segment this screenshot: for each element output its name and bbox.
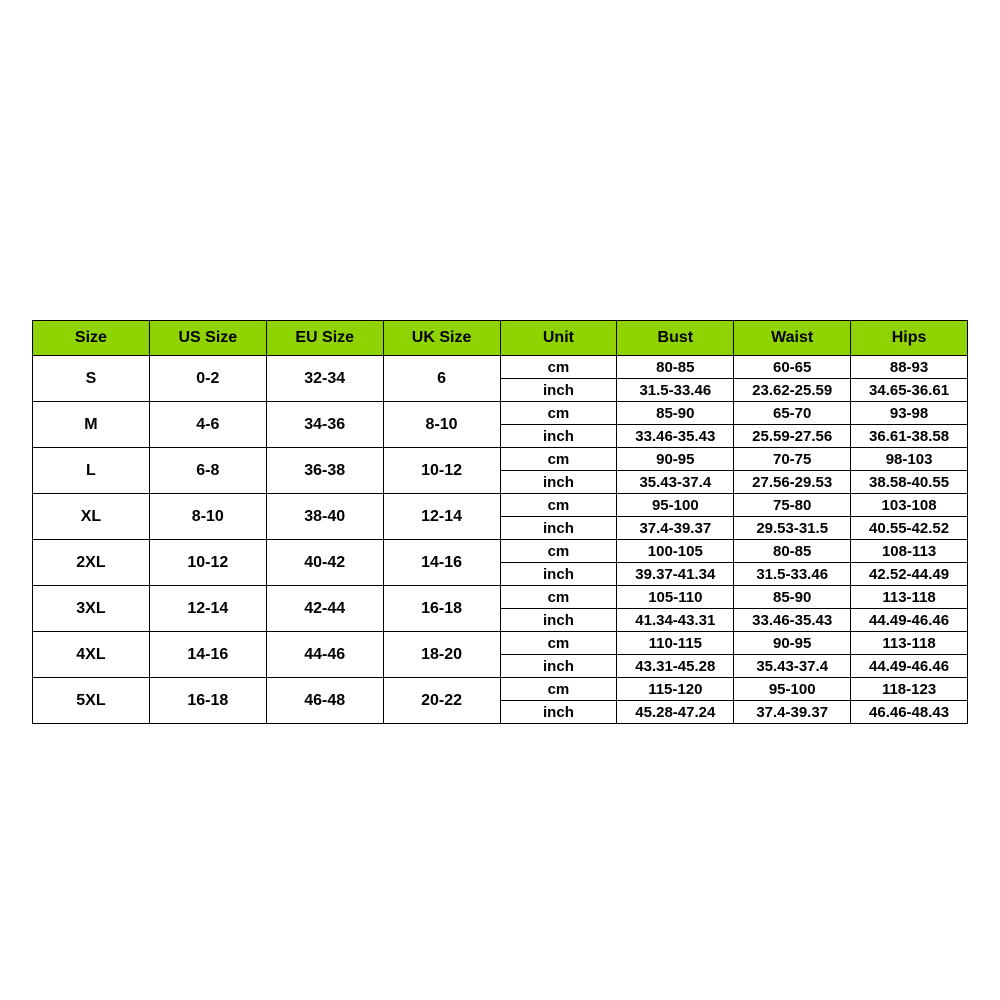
eu-size-cell: 46-48 xyxy=(266,678,383,724)
waist-cell: 90-95 xyxy=(734,632,851,655)
unit-cell: cm xyxy=(500,448,617,471)
unit-cell: cm xyxy=(500,540,617,563)
table-row xyxy=(33,632,968,655)
us-size-cell: 10-12 xyxy=(149,540,266,586)
hips-cell: 36.61-38.58 xyxy=(851,425,968,448)
us-size-cell: 8-10 xyxy=(149,494,266,540)
uk-size-cell: 6 xyxy=(383,356,500,402)
uk-size-cell: 14-16 xyxy=(383,540,500,586)
us-size-cell: 6-8 xyxy=(149,448,266,494)
waist-cell: 27.56-29.53 xyxy=(734,471,851,494)
waist-cell: 33.46-35.43 xyxy=(734,609,851,632)
table-row xyxy=(33,448,968,471)
size-cell: 3XL xyxy=(33,586,150,632)
column-header-waist: Waist xyxy=(734,321,851,356)
unit-cell: inch xyxy=(500,655,617,678)
column-header-uk-size: UK Size xyxy=(383,321,500,356)
bust-cell: 80-85 xyxy=(617,356,734,379)
us-size-cell: 14-16 xyxy=(149,632,266,678)
unit-cell: cm xyxy=(500,494,617,517)
size-cell: 4XL xyxy=(33,632,150,678)
table-row xyxy=(33,586,968,609)
bust-cell: 105-110 xyxy=(617,586,734,609)
hips-cell: 88-93 xyxy=(851,356,968,379)
bust-cell: 31.5-33.46 xyxy=(617,379,734,402)
uk-size-cell: 10-12 xyxy=(383,448,500,494)
bust-cell: 115-120 xyxy=(617,678,734,701)
waist-cell: 60-65 xyxy=(734,356,851,379)
us-size-cell: 16-18 xyxy=(149,678,266,724)
hips-cell: 113-118 xyxy=(851,586,968,609)
us-size-cell: 0-2 xyxy=(149,356,266,402)
uk-size-cell: 18-20 xyxy=(383,632,500,678)
waist-cell: 70-75 xyxy=(734,448,851,471)
bust-cell: 85-90 xyxy=(617,402,734,425)
waist-cell: 75-80 xyxy=(734,494,851,517)
header-row xyxy=(33,321,968,356)
column-header-eu-size: EU Size xyxy=(266,321,383,356)
size-chart-body xyxy=(33,356,968,724)
size-cell: M xyxy=(33,402,150,448)
unit-cell: inch xyxy=(500,517,617,540)
unit-cell: cm xyxy=(500,678,617,701)
table-row xyxy=(33,678,968,701)
hips-cell: 118-123 xyxy=(851,678,968,701)
unit-cell: inch xyxy=(500,609,617,632)
us-size-cell: 12-14 xyxy=(149,586,266,632)
table-row xyxy=(33,402,968,425)
waist-cell: 95-100 xyxy=(734,678,851,701)
size-chart-header xyxy=(33,321,968,356)
uk-size-cell: 8-10 xyxy=(383,402,500,448)
column-header-hips: Hips xyxy=(851,321,968,356)
bust-cell: 100-105 xyxy=(617,540,734,563)
bust-cell: 110-115 xyxy=(617,632,734,655)
bust-cell: 43.31-45.28 xyxy=(617,655,734,678)
waist-cell: 31.5-33.46 xyxy=(734,563,851,586)
hips-cell: 34.65-36.61 xyxy=(851,379,968,402)
eu-size-cell: 42-44 xyxy=(266,586,383,632)
unit-cell: cm xyxy=(500,402,617,425)
eu-size-cell: 32-34 xyxy=(266,356,383,402)
uk-size-cell: 20-22 xyxy=(383,678,500,724)
bust-cell: 33.46-35.43 xyxy=(617,425,734,448)
table-row xyxy=(33,494,968,517)
bust-cell: 35.43-37.4 xyxy=(617,471,734,494)
column-header-unit: Unit xyxy=(500,321,617,356)
eu-size-cell: 34-36 xyxy=(266,402,383,448)
unit-cell: inch xyxy=(500,563,617,586)
size-cell: 2XL xyxy=(33,540,150,586)
unit-cell: inch xyxy=(500,425,617,448)
waist-cell: 80-85 xyxy=(734,540,851,563)
eu-size-cell: 38-40 xyxy=(266,494,383,540)
unit-cell: inch xyxy=(500,701,617,724)
waist-cell: 65-70 xyxy=(734,402,851,425)
waist-cell: 37.4-39.37 xyxy=(734,701,851,724)
uk-size-cell: 12-14 xyxy=(383,494,500,540)
waist-cell: 85-90 xyxy=(734,586,851,609)
hips-cell: 108-113 xyxy=(851,540,968,563)
eu-size-cell: 44-46 xyxy=(266,632,383,678)
eu-size-cell: 40-42 xyxy=(266,540,383,586)
unit-cell: cm xyxy=(500,632,617,655)
us-size-cell: 4-6 xyxy=(149,402,266,448)
bust-cell: 39.37-41.34 xyxy=(617,563,734,586)
hips-cell: 40.55-42.52 xyxy=(851,517,968,540)
hips-cell: 38.58-40.55 xyxy=(851,471,968,494)
bust-cell: 90-95 xyxy=(617,448,734,471)
size-chart-table xyxy=(32,320,968,724)
hips-cell: 46.46-48.43 xyxy=(851,701,968,724)
size-cell: S xyxy=(33,356,150,402)
hips-cell: 113-118 xyxy=(851,632,968,655)
eu-size-cell: 36-38 xyxy=(266,448,383,494)
bust-cell: 37.4-39.37 xyxy=(617,517,734,540)
hips-cell: 44.49-46.46 xyxy=(851,609,968,632)
unit-cell: inch xyxy=(500,471,617,494)
size-cell: XL xyxy=(33,494,150,540)
table-row xyxy=(33,540,968,563)
waist-cell: 29.53-31.5 xyxy=(734,517,851,540)
unit-cell: inch xyxy=(500,379,617,402)
column-header-us-size: US Size xyxy=(149,321,266,356)
bust-cell: 41.34-43.31 xyxy=(617,609,734,632)
hips-cell: 98-103 xyxy=(851,448,968,471)
bust-cell: 45.28-47.24 xyxy=(617,701,734,724)
hips-cell: 42.52-44.49 xyxy=(851,563,968,586)
bust-cell: 95-100 xyxy=(617,494,734,517)
size-cell: L xyxy=(33,448,150,494)
uk-size-cell: 16-18 xyxy=(383,586,500,632)
waist-cell: 25.59-27.56 xyxy=(734,425,851,448)
unit-cell: cm xyxy=(500,586,617,609)
size-cell: 5XL xyxy=(33,678,150,724)
table-row xyxy=(33,356,968,379)
hips-cell: 103-108 xyxy=(851,494,968,517)
hips-cell: 44.49-46.46 xyxy=(851,655,968,678)
hips-cell: 93-98 xyxy=(851,402,968,425)
column-header-bust: Bust xyxy=(617,321,734,356)
column-header-size: Size xyxy=(33,321,150,356)
waist-cell: 35.43-37.4 xyxy=(734,655,851,678)
waist-cell: 23.62-25.59 xyxy=(734,379,851,402)
unit-cell: cm xyxy=(500,356,617,379)
